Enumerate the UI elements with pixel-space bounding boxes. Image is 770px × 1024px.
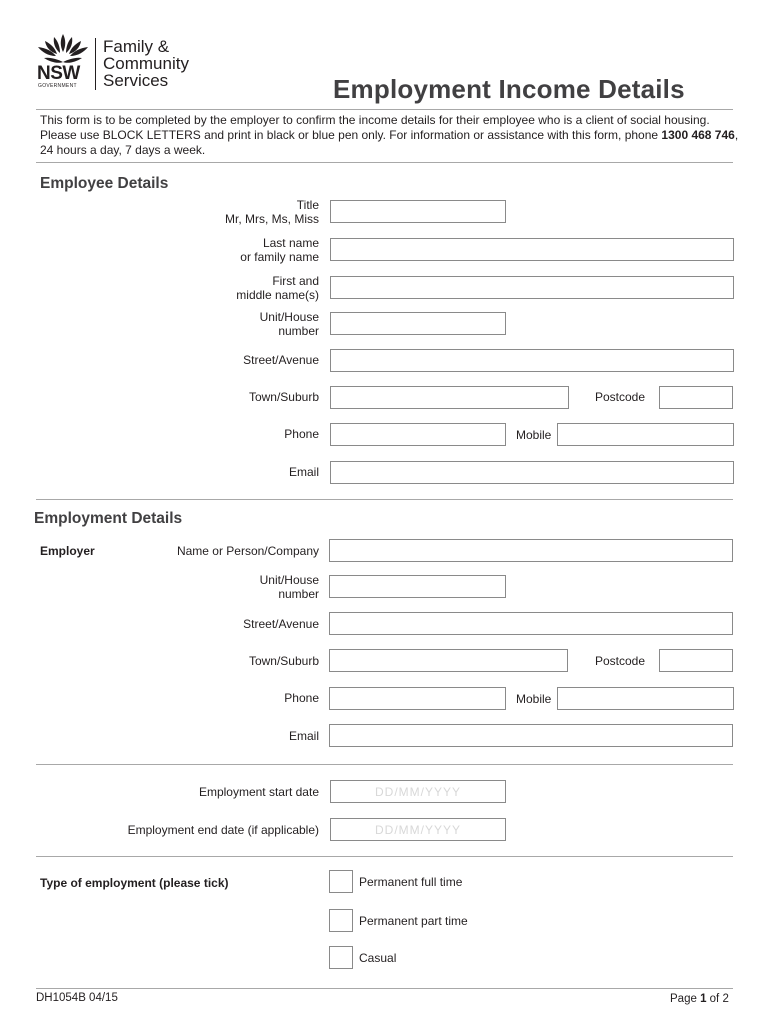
street-label: Street/Avenue xyxy=(243,353,319,367)
unit-label-line-1: Unit/House xyxy=(259,310,319,324)
phone-label: Phone xyxy=(284,427,319,441)
unit-label-line-2: number xyxy=(278,324,319,338)
employee-mobile-input[interactable] xyxy=(558,424,733,445)
last-name-label-line-1: Last name xyxy=(262,236,319,250)
employee-town-input[interactable] xyxy=(331,387,568,408)
first-name-label-line-2: middle name(s) xyxy=(236,288,319,302)
intro-phone: 1300 468 746 xyxy=(661,128,735,142)
employer-unit-input[interactable] xyxy=(330,576,505,597)
last-name-label-line-2: or family name xyxy=(240,250,319,264)
agency-line-2: Community xyxy=(103,54,189,73)
page-prefix: Page xyxy=(670,993,701,1005)
employee-title-field[interactable] xyxy=(330,200,506,223)
employer-name-label: Name or Person/Company xyxy=(176,544,319,558)
employer-street-field[interactable] xyxy=(329,612,733,635)
employee-mobile-field[interactable] xyxy=(557,423,734,446)
page-number xyxy=(670,993,729,1005)
employer-town-input[interactable] xyxy=(330,650,567,671)
employer-unit-field[interactable] xyxy=(329,575,506,598)
title-label xyxy=(225,198,319,226)
employer-postcode-label: Postcode xyxy=(595,654,646,668)
employer-postcode-field[interactable] xyxy=(659,649,733,672)
employee-postcode-field[interactable] xyxy=(659,386,733,409)
mobile-label: Mobile xyxy=(516,428,552,442)
employer-town-label: Town/Suburb xyxy=(248,654,319,668)
employer-email-field[interactable] xyxy=(329,724,733,747)
employee-last-name-field[interactable] xyxy=(330,238,734,261)
employee-details-heading: Employee Details xyxy=(40,175,169,192)
intro-rule xyxy=(36,162,733,163)
employee-unit-field[interactable] xyxy=(330,312,506,335)
title-label-line-2: Mr, Mrs, Ms, Miss xyxy=(225,212,319,226)
dates-section-rule xyxy=(36,856,733,857)
first-name-label xyxy=(236,274,319,302)
intro-text: This form is to be completed by the employer to confirm the income details for their employee who is a client of social housing. Please use BLOCK LETTERS and print in black or blue pen only. For information or assistance with this form, phone xyxy=(40,113,710,142)
employer-town-field[interactable] xyxy=(329,649,568,672)
employee-first-name-input[interactable] xyxy=(331,277,733,298)
employee-unit-input[interactable] xyxy=(331,313,505,334)
form-title: Employment Income Details xyxy=(333,74,685,104)
intro-text-end: , 24 hours a day, 7 days a week. xyxy=(40,128,739,157)
first-name-label-line-1: First and xyxy=(272,274,319,288)
town-label: Town/Suburb xyxy=(248,390,319,404)
intro-paragraph xyxy=(40,113,740,158)
casual-label: Casual xyxy=(359,951,397,965)
employer-email-label: Email xyxy=(288,729,319,743)
last-name-label xyxy=(240,236,319,264)
page-suffix: of 2 xyxy=(706,993,729,1005)
postcode-label: Postcode xyxy=(595,390,646,404)
logo-divider xyxy=(95,38,96,90)
employer-email-input[interactable] xyxy=(330,725,732,746)
employer-unit-label-line-1: Unit/House xyxy=(259,573,319,587)
employer-name-input[interactable] xyxy=(330,540,732,561)
casual-checkbox[interactable] xyxy=(329,946,353,969)
employee-phone-field[interactable] xyxy=(330,423,506,446)
employer-section-rule xyxy=(36,764,733,765)
employment-type-label: Type of employment (please tick) xyxy=(40,876,229,890)
employer-street-input[interactable] xyxy=(330,613,732,634)
employer-postcode-input[interactable] xyxy=(660,650,732,671)
start-date-input[interactable] xyxy=(331,781,505,802)
start-date-field[interactable] xyxy=(330,780,506,803)
employer-phone-field[interactable] xyxy=(329,687,506,710)
title-rule xyxy=(36,109,733,110)
employer-mobile-label: Mobile xyxy=(516,692,552,706)
form-code: DH1054B 04/15 xyxy=(36,992,118,1004)
employee-street-input[interactable] xyxy=(331,350,733,371)
end-date-input[interactable] xyxy=(331,819,505,840)
government-wordmark: GOVERNMENT xyxy=(38,83,77,89)
part-time-label: Permanent part time xyxy=(359,914,468,928)
employer-mobile-field[interactable] xyxy=(557,687,734,710)
employer-phone-label: Phone xyxy=(284,691,319,705)
employee-street-field[interactable] xyxy=(330,349,734,372)
employer-street-label: Street/Avenue xyxy=(243,617,319,631)
employee-postcode-input[interactable] xyxy=(660,387,732,408)
employment-details-heading: Employment Details xyxy=(34,510,183,527)
employer-unit-label-line-2: number xyxy=(278,587,319,601)
employee-email-field[interactable] xyxy=(330,461,734,484)
unit-label xyxy=(260,310,319,338)
full-time-checkbox[interactable] xyxy=(329,870,353,893)
employee-section-rule xyxy=(36,499,733,500)
nsw-wordmark: NSW xyxy=(37,63,80,84)
employee-town-field[interactable] xyxy=(330,386,569,409)
employee-last-name-input[interactable] xyxy=(331,239,733,260)
footer-rule xyxy=(36,988,733,989)
employer-unit-label xyxy=(260,573,319,601)
employee-first-name-field[interactable] xyxy=(330,276,734,299)
employee-title-input[interactable] xyxy=(331,201,505,222)
start-date-label: Employment start date xyxy=(198,785,319,799)
title-label-line-1: Title xyxy=(296,198,319,212)
full-time-label: Permanent full time xyxy=(359,875,463,889)
page-current: 1 xyxy=(700,993,707,1005)
agency-line-3: Services xyxy=(103,71,169,90)
agency-line-1: Family & xyxy=(103,37,170,56)
employer-phone-input[interactable] xyxy=(330,688,505,709)
waratah-logo-icon xyxy=(36,32,90,66)
agency-name xyxy=(103,38,189,89)
end-date-field[interactable] xyxy=(330,818,506,841)
part-time-checkbox[interactable] xyxy=(329,909,353,932)
employee-email-input[interactable] xyxy=(331,462,733,483)
end-date-label: Employment end date (if applicable) xyxy=(127,823,319,837)
employer-label: Employer xyxy=(40,544,95,558)
employer-name-field[interactable] xyxy=(329,539,733,562)
employee-phone-input[interactable] xyxy=(331,424,505,445)
employer-mobile-input[interactable] xyxy=(558,688,733,709)
email-label: Email xyxy=(288,465,319,479)
